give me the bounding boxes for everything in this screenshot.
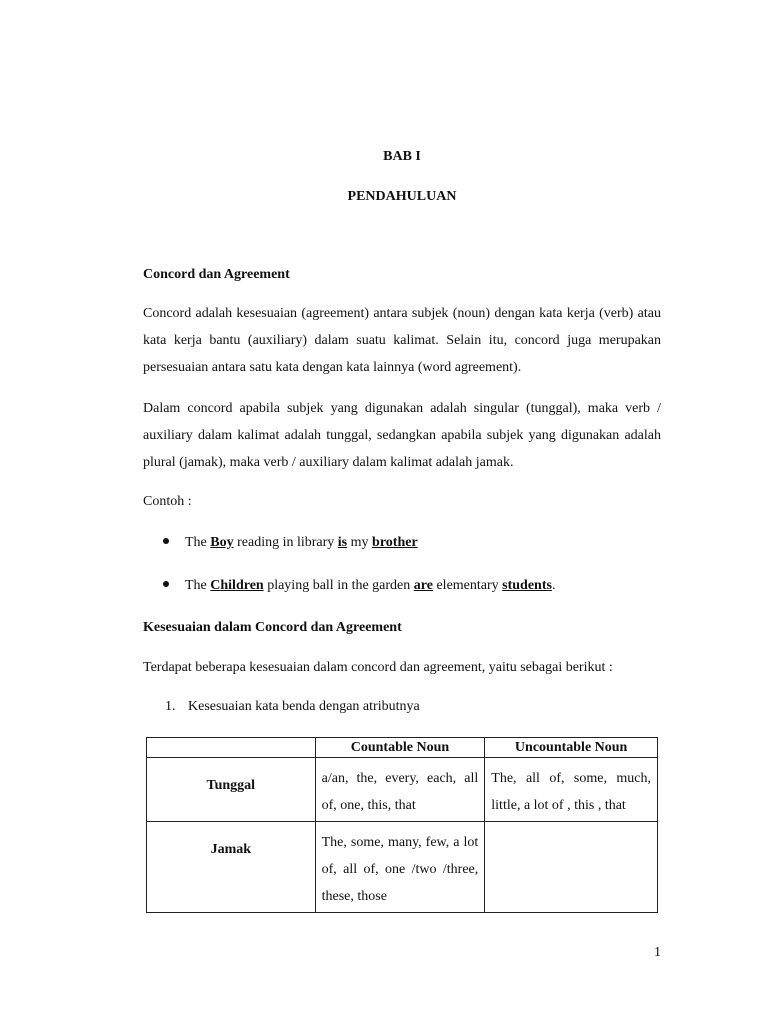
example-text: elementary [432,578,503,593]
intro-text: Terdapat beberapa kesesuaian dalam concord dan agreement, yaitu sebagai berikut : [143,660,613,675]
paragraph-definition: Concord adalah kesesuaian (agreement) antara subjek (noun) dengan kata kerja (verb) atau kata kerja bantu (auxiliary) dalam suatu kalimat. Selain itu, concord juga merupakan persesuaian antara satu kata dengan kata lainnya (word agreement). [143,306,661,375]
table-cell: The, all of, some, much, little, a lot of , this , that [485,758,658,822]
table-cell: a/an, the, every, each, all of, one, this, that [315,758,485,822]
example-text: my [347,535,373,550]
example-emphasis: brother [372,535,418,550]
list-item-text: Kesesuaian kata benda dengan atributnya [188,699,420,714]
example-emphasis: Children [210,578,264,593]
example-text: The [185,535,211,550]
table-header-cell: Countable Noun [315,738,485,758]
table-row-label: Jamak [147,822,316,913]
example-text: The [185,578,211,593]
chapter-title: BAB I [383,149,421,164]
section-heading-kesesuaian: Kesesuaian dalam Concord dan Agreement [143,620,402,635]
example-bullet-1 [163,535,418,551]
section-heading-concord: Concord dan Agreement [143,267,290,282]
example-bullet-2 [163,578,555,594]
table-row-label: Tunggal [147,758,316,822]
numbered-item-1 [165,699,420,715]
example-emphasis: students [502,578,552,593]
page-number: 1 [654,945,661,960]
example-emphasis: Boy [210,535,234,550]
table-header-cell [147,738,316,758]
bullet-icon [163,538,169,544]
paragraph-singular-plural: Dalam concord apabila subjek yang digunakan adalah singular (tunggal), maka verb / auxiliary dalam kalimat adalah tunggal, sedangkan apabila subjek yang digunakan adalah plural (jamak), maka verb / auxiliary dalam kalimat adalah jamak. [143,401,661,470]
example-text: reading in library [233,535,338,550]
table-row [147,758,658,822]
bullet-icon [163,581,169,587]
list-number: 1. [165,699,176,714]
example-emphasis: are [413,578,433,593]
table-header-cell: Uncountable Noun [485,738,658,758]
table-cell [485,822,658,913]
agreement-table [146,737,658,913]
example-text: . [551,578,556,593]
example-label: Contoh : [143,494,192,509]
table-cell: The, some, many, few, a lot of, all of, one /two /three, these, those [315,822,485,913]
table-header-row [147,738,658,758]
example-text: playing ball in the garden [263,578,414,593]
chapter-subtitle: PENDAHULUAN [347,189,457,204]
example-emphasis: is [337,535,348,550]
table-row [147,822,658,913]
